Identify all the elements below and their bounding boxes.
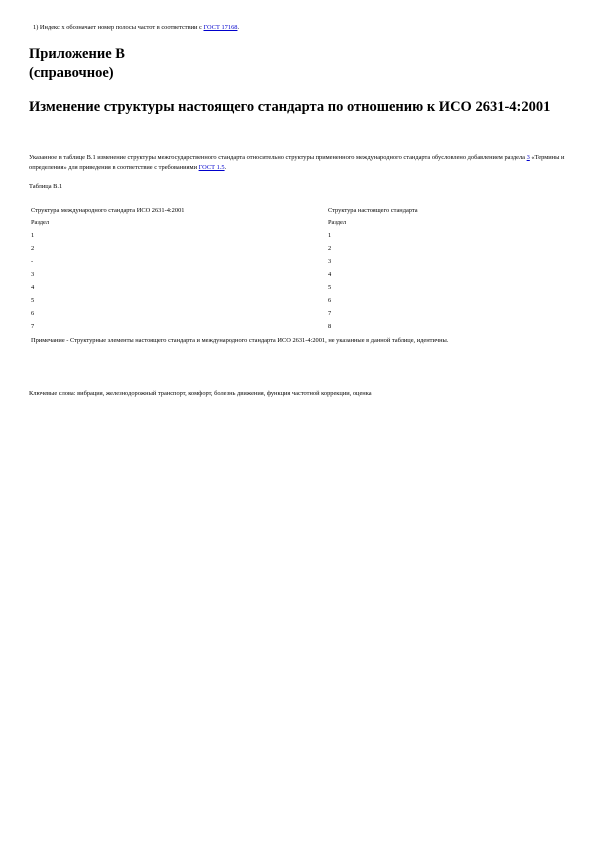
table-cell-right: 8 xyxy=(328,323,332,330)
table-row xyxy=(31,320,556,333)
table-cell-left: 2 xyxy=(31,245,35,252)
table-row xyxy=(31,255,556,268)
table-cell-left: 1 xyxy=(31,232,35,239)
table-label: Таблица В.1 xyxy=(29,183,63,190)
structure-table xyxy=(31,205,556,345)
table-row xyxy=(31,242,556,255)
table-cell-left: 3 xyxy=(31,271,35,278)
table-header-left: Структура международного стандарта ИСО 2631-4:2001 xyxy=(31,207,185,214)
table-cell-right: 6 xyxy=(328,297,332,304)
table-cell-right: 4 xyxy=(328,271,332,278)
table-cell-left: 5 xyxy=(31,297,35,304)
footnote xyxy=(33,24,239,31)
table-cell-left: - xyxy=(31,258,34,265)
table-row xyxy=(31,307,556,320)
table-cell-right: 7 xyxy=(328,310,332,317)
table-header-right: Структура настоящего стандарта xyxy=(328,207,418,214)
intro-paragraph xyxy=(29,153,569,173)
table-header-row xyxy=(31,205,556,216)
table-row xyxy=(31,268,556,281)
intro-text-2: «Термины и определения» для приведения в соответствие с требованиями xyxy=(29,154,565,171)
footnote-period: . xyxy=(237,24,240,31)
table-row xyxy=(31,294,556,307)
table-cell-left: 7 xyxy=(31,323,35,330)
appendix-title xyxy=(29,45,125,83)
appendix-title-line2: (справочное) xyxy=(29,65,114,81)
intro-text-1: Указанное в таблице В.1 изменение структуры межгосударственного стандарта относительно структуры примененного международного стандарта обусловлено добавлением раздела xyxy=(29,154,527,161)
table-cell-left: 4 xyxy=(31,284,35,291)
table-cell-left: 6 xyxy=(31,310,35,317)
footnote-link-gost-17168[interactable]: ГОСТ 17168 xyxy=(203,24,238,31)
keywords: Ключевые слова: вибрация, железнодорожный транспорт, комфорт, болезнь движения, функция частотной коррекции, оценка xyxy=(29,390,372,397)
appendix-title-line1: Приложение В xyxy=(29,46,125,62)
table-note: Примечание - Структурные элементы настоящего стандарта и международного стандарта ИСО 2631-4:2001, не указанные в данной таблице, идентичны. xyxy=(31,337,449,344)
gost-1-5-link[interactable]: ГОСТ 1.5 xyxy=(198,164,225,171)
table-cell-right: 5 xyxy=(328,284,332,291)
intro-text-3: . xyxy=(224,164,227,171)
table-subheader-right: Раздел xyxy=(328,219,347,226)
table-row xyxy=(31,229,556,242)
table-row xyxy=(31,281,556,294)
section-3-link[interactable]: 3 xyxy=(526,154,530,161)
table-cell-right: 2 xyxy=(328,245,332,252)
page-heading: Изменение структуры настоящего стандарта по отношению к ИСО 2631-4:2001 xyxy=(29,99,551,115)
table-subheader-left: Раздел xyxy=(31,219,50,226)
table-cell-right: 3 xyxy=(328,258,332,265)
table-cell-right: 1 xyxy=(328,232,332,239)
footnote-text: 1) Индекс х обозначает номер полосы частот в соответствии с xyxy=(33,24,204,31)
table-subheader-row xyxy=(31,216,556,229)
